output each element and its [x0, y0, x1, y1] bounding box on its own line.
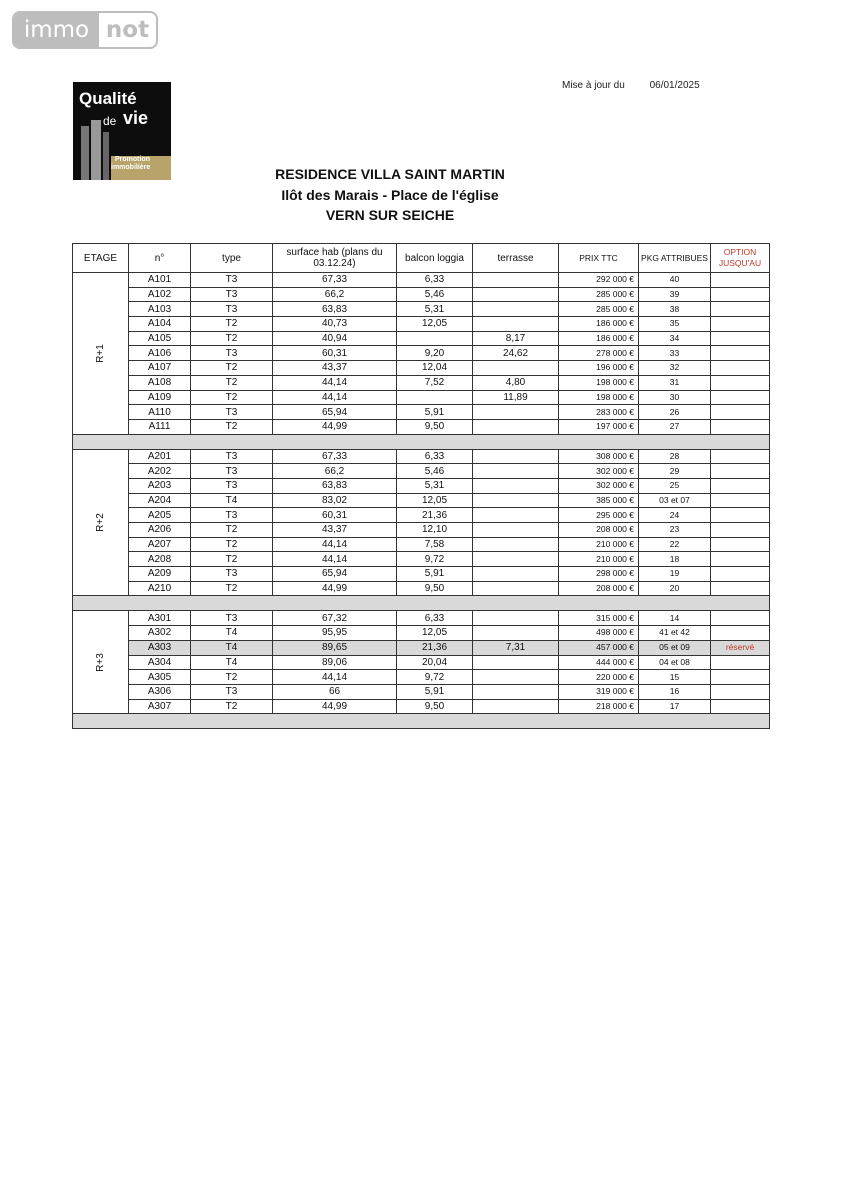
table-row: [73, 346, 770, 361]
cell-pkg: 22: [639, 537, 711, 552]
cell-pkg: 32: [639, 361, 711, 376]
cell-num: A111: [129, 419, 191, 434]
logo-building-shape: [81, 126, 89, 180]
header-balcon: balcon loggia: [397, 244, 473, 273]
table-row: [73, 331, 770, 346]
cell-num: A209: [129, 567, 191, 582]
cell-balcon: 9,50: [397, 419, 473, 434]
cell-option: [711, 508, 770, 523]
cell-num: A306: [129, 684, 191, 699]
cell-prix: 198 000 €: [559, 375, 639, 390]
cell-num: A204: [129, 493, 191, 508]
header-option: OPTION JUSQU'AU: [711, 244, 770, 273]
logo-text-de: de: [103, 114, 117, 128]
cell-type: T3: [191, 684, 273, 699]
cell-prix: 285 000 €: [559, 287, 639, 302]
cell-option: [711, 478, 770, 493]
cell-type: T3: [191, 346, 273, 361]
table-row: [73, 581, 770, 596]
cell-terrasse: [473, 493, 559, 508]
table-row: [73, 405, 770, 420]
floor-separator: [73, 596, 770, 611]
cell-balcon: 9,50: [397, 699, 473, 714]
cell-terrasse: [473, 419, 559, 434]
cell-type: T2: [191, 361, 273, 376]
cell-surface: 44,14: [273, 537, 397, 552]
address-title: Ilôt des Marais - Place de l'église: [281, 187, 499, 203]
cell-type: T3: [191, 567, 273, 582]
cell-num: A103: [129, 302, 191, 317]
table-row: [73, 670, 770, 685]
cell-option: [711, 699, 770, 714]
cell-pkg: 28: [639, 449, 711, 464]
cell-type: T2: [191, 670, 273, 685]
cell-terrasse: [473, 273, 559, 288]
table-row: [73, 523, 770, 538]
qualite-de-vie-logo: [73, 82, 171, 180]
header-num: n°: [129, 244, 191, 273]
cell-balcon: 21,36: [397, 640, 473, 655]
cell-prix: 220 000 €: [559, 670, 639, 685]
cell-balcon: [397, 331, 473, 346]
cell-type: T2: [191, 552, 273, 567]
cell-type: T2: [191, 419, 273, 434]
cell-balcon: 6,33: [397, 273, 473, 288]
cell-prix: 197 000 €: [559, 419, 639, 434]
cell-option: [711, 552, 770, 567]
cell-num: A304: [129, 655, 191, 670]
cell-option: [711, 331, 770, 346]
cell-surface: 63,83: [273, 478, 397, 493]
cell-num: A107: [129, 361, 191, 376]
cell-terrasse: [473, 405, 559, 420]
logo-text-promotion: Promotion: [115, 156, 150, 163]
cell-option: [711, 537, 770, 552]
logo-text-immobiliere: immobilière: [111, 164, 151, 171]
cell-prix: 315 000 €: [559, 611, 639, 626]
separator-cell: [73, 714, 770, 729]
cell-surface: 66,2: [273, 464, 397, 479]
cell-option: [711, 361, 770, 376]
cell-prix: 298 000 €: [559, 567, 639, 582]
cell-pkg: 30: [639, 390, 711, 405]
cell-pkg: 17: [639, 699, 711, 714]
cell-pkg: 41 et 42: [639, 626, 711, 641]
cell-type: T4: [191, 640, 273, 655]
cell-surface: 44,14: [273, 390, 397, 405]
update-date: 06/01/2025: [649, 80, 700, 91]
floor-separator: [73, 714, 770, 729]
cell-pkg: 38: [639, 302, 711, 317]
cell-pkg: 35: [639, 317, 711, 332]
cell-option: [711, 390, 770, 405]
cell-num: A105: [129, 331, 191, 346]
cell-prix: 285 000 €: [559, 302, 639, 317]
cell-prix: 292 000 €: [559, 273, 639, 288]
cell-type: T3: [191, 611, 273, 626]
cell-surface: 44,14: [273, 375, 397, 390]
separator-cell: [73, 596, 770, 611]
table-row: [73, 684, 770, 699]
cell-prix: 302 000 €: [559, 464, 639, 479]
cell-balcon: [397, 390, 473, 405]
table-row: [73, 640, 770, 655]
cell-option: [711, 419, 770, 434]
cell-pkg: 05 et 09: [639, 640, 711, 655]
cell-prix: 218 000 €: [559, 699, 639, 714]
cell-option: [711, 464, 770, 479]
cell-option: [711, 611, 770, 626]
cell-pkg: 39: [639, 287, 711, 302]
separator-cell: [73, 434, 770, 449]
cell-balcon: 21,36: [397, 508, 473, 523]
cell-balcon: 12,10: [397, 523, 473, 538]
cell-option: [711, 567, 770, 582]
cell-type: T2: [191, 699, 273, 714]
cell-num: A307: [129, 699, 191, 714]
cell-prix: 196 000 €: [559, 361, 639, 376]
cell-option: [711, 302, 770, 317]
cell-num: A210: [129, 581, 191, 596]
cell-type: T3: [191, 508, 273, 523]
cell-terrasse: 7,31: [473, 640, 559, 655]
cell-prix: 186 000 €: [559, 331, 639, 346]
cell-num: A206: [129, 523, 191, 538]
cell-type: T2: [191, 375, 273, 390]
cell-pkg: 25: [639, 478, 711, 493]
cell-terrasse: 24,62: [473, 346, 559, 361]
watermark-part1: immo: [14, 13, 99, 47]
cell-terrasse: [473, 684, 559, 699]
cell-terrasse: [473, 464, 559, 479]
immonot-watermark: [12, 11, 158, 49]
cell-surface: 66,2: [273, 287, 397, 302]
cell-option: [711, 449, 770, 464]
cell-balcon: 20,04: [397, 655, 473, 670]
cell-prix: 498 000 €: [559, 626, 639, 641]
cell-prix: 186 000 €: [559, 317, 639, 332]
cell-num: A305: [129, 670, 191, 685]
table-row: [73, 699, 770, 714]
table-row: [73, 464, 770, 479]
cell-option: [711, 493, 770, 508]
cell-type: T3: [191, 302, 273, 317]
cell-prix: 283 000 €: [559, 405, 639, 420]
cell-type: T2: [191, 537, 273, 552]
header-pkg: PKG ATTRIBUES: [639, 244, 711, 273]
cell-balcon: 12,05: [397, 626, 473, 641]
cell-prix: 308 000 €: [559, 449, 639, 464]
cell-num: A302: [129, 626, 191, 641]
cell-balcon: 5,91: [397, 684, 473, 699]
cell-surface: 40,94: [273, 331, 397, 346]
cell-surface: 44,99: [273, 581, 397, 596]
cell-option: [711, 581, 770, 596]
table-row: [73, 611, 770, 626]
cell-prix: 444 000 €: [559, 655, 639, 670]
cell-num: A207: [129, 537, 191, 552]
cell-num: A303: [129, 640, 191, 655]
cell-balcon: 5,31: [397, 302, 473, 317]
cell-type: T2: [191, 581, 273, 596]
watermark-part2: not: [105, 17, 150, 43]
cell-num: A205: [129, 508, 191, 523]
cell-option: [711, 273, 770, 288]
cell-balcon: 9,50: [397, 581, 473, 596]
table-row: [73, 273, 770, 288]
cell-terrasse: [473, 552, 559, 567]
cell-type: T2: [191, 331, 273, 346]
cell-num: A106: [129, 346, 191, 361]
cell-pkg: 16: [639, 684, 711, 699]
table-row: [73, 508, 770, 523]
cell-num: A201: [129, 449, 191, 464]
table-row: [73, 567, 770, 582]
cell-pkg: 19: [639, 567, 711, 582]
cell-type: T4: [191, 493, 273, 508]
cell-balcon: 12,04: [397, 361, 473, 376]
cell-pkg: 33: [639, 346, 711, 361]
cell-terrasse: [473, 478, 559, 493]
cell-terrasse: [473, 361, 559, 376]
cell-surface: 89,06: [273, 655, 397, 670]
cell-pkg: 29: [639, 464, 711, 479]
cell-pkg: 27: [639, 419, 711, 434]
table-row: [73, 552, 770, 567]
cell-prix: 208 000 €: [559, 581, 639, 596]
cell-surface: 44,14: [273, 552, 397, 567]
cell-option: [711, 523, 770, 538]
cell-balcon: 9,20: [397, 346, 473, 361]
cell-balcon: 6,33: [397, 449, 473, 464]
cell-surface: 67,33: [273, 273, 397, 288]
cell-surface: 63,83: [273, 302, 397, 317]
cell-surface: 60,31: [273, 346, 397, 361]
cell-option: [711, 317, 770, 332]
cell-surface: 44,99: [273, 699, 397, 714]
cell-terrasse: [473, 523, 559, 538]
cell-pkg: 23: [639, 523, 711, 538]
cell-surface: 65,94: [273, 567, 397, 582]
cell-prix: 319 000 €: [559, 684, 639, 699]
cell-option: réservé: [711, 640, 770, 655]
city-title: VERN SUR SEICHE: [325, 207, 455, 223]
table-row: [73, 361, 770, 376]
cell-balcon: 7,58: [397, 537, 473, 552]
table-row: [73, 375, 770, 390]
cell-pkg: 20: [639, 581, 711, 596]
cell-prix: 457 000 €: [559, 640, 639, 655]
cell-surface: 44,99: [273, 419, 397, 434]
cell-num: A101: [129, 273, 191, 288]
header-etage: ETAGE: [73, 244, 129, 273]
cell-surface: 95,95: [273, 626, 397, 641]
cell-terrasse: 8,17: [473, 331, 559, 346]
table-row: [73, 317, 770, 332]
cell-type: T3: [191, 273, 273, 288]
cell-terrasse: [473, 655, 559, 670]
cell-surface: 66: [273, 684, 397, 699]
header-surface: surface hab (plans du 03.12.24): [273, 244, 397, 273]
floor-label: [73, 273, 129, 435]
cell-prix: 210 000 €: [559, 552, 639, 567]
cell-terrasse: [473, 626, 559, 641]
cell-pkg: 26: [639, 405, 711, 420]
cell-type: T4: [191, 626, 273, 641]
cell-balcon: 7,52: [397, 375, 473, 390]
header-type: type: [191, 244, 273, 273]
cell-type: T2: [191, 317, 273, 332]
cell-type: T2: [191, 523, 273, 538]
cell-terrasse: [473, 567, 559, 582]
cell-num: A203: [129, 478, 191, 493]
cell-prix: 210 000 €: [559, 537, 639, 552]
table-row: [73, 390, 770, 405]
table-row: [73, 537, 770, 552]
cell-pkg: 18: [639, 552, 711, 567]
cell-prix: 198 000 €: [559, 390, 639, 405]
cell-type: T3: [191, 478, 273, 493]
cell-pkg: 04 et 08: [639, 655, 711, 670]
cell-balcon: 6,33: [397, 611, 473, 626]
floor-label-text: R+2: [95, 513, 106, 532]
logo-building-shape: [103, 132, 109, 180]
update-label: Mise à jour du: [562, 80, 625, 91]
update-line: [562, 80, 700, 91]
cell-terrasse: 4,80: [473, 375, 559, 390]
table-row: [73, 626, 770, 641]
cell-terrasse: [473, 699, 559, 714]
cell-surface: 83,02: [273, 493, 397, 508]
cell-surface: 40,73: [273, 317, 397, 332]
cell-surface: 65,94: [273, 405, 397, 420]
cell-balcon: 5,91: [397, 405, 473, 420]
cell-prix: 295 000 €: [559, 508, 639, 523]
cell-surface: 44,14: [273, 670, 397, 685]
cell-balcon: 12,05: [397, 493, 473, 508]
cell-prix: 302 000 €: [559, 478, 639, 493]
cell-pkg: 03 et 07: [639, 493, 711, 508]
cell-pkg: 34: [639, 331, 711, 346]
cell-balcon: 5,46: [397, 287, 473, 302]
cell-num: A301: [129, 611, 191, 626]
table-row: [73, 449, 770, 464]
cell-num: A208: [129, 552, 191, 567]
cell-prix: 278 000 €: [559, 346, 639, 361]
table-row: [73, 287, 770, 302]
floor-separator: [73, 434, 770, 449]
cell-balcon: 9,72: [397, 670, 473, 685]
floor-label-text: R+3: [95, 653, 106, 672]
logo-text-vie: vie: [123, 108, 149, 128]
cell-terrasse: [473, 317, 559, 332]
cell-terrasse: [473, 302, 559, 317]
cell-option: [711, 405, 770, 420]
price-grid: [72, 243, 770, 729]
cell-pkg: 15: [639, 670, 711, 685]
cell-option: [711, 670, 770, 685]
cell-num: A108: [129, 375, 191, 390]
cell-surface: 60,31: [273, 508, 397, 523]
floor-label: [73, 611, 129, 714]
cell-terrasse: [473, 581, 559, 596]
cell-num: A110: [129, 405, 191, 420]
cell-prix: 208 000 €: [559, 523, 639, 538]
logo-text-qualite: Qualité: [79, 89, 137, 108]
cell-surface: 67,33: [273, 449, 397, 464]
logo-building-shape: [91, 120, 101, 180]
cell-num: A109: [129, 390, 191, 405]
cell-balcon: 5,31: [397, 478, 473, 493]
cell-terrasse: [473, 670, 559, 685]
cell-option: [711, 346, 770, 361]
header-prix: PRIX TTC: [559, 244, 639, 273]
cell-type: T3: [191, 464, 273, 479]
cell-pkg: 14: [639, 611, 711, 626]
cell-option: [711, 375, 770, 390]
cell-pkg: 31: [639, 375, 711, 390]
cell-option: [711, 287, 770, 302]
cell-balcon: 5,46: [397, 464, 473, 479]
cell-option: [711, 684, 770, 699]
table-row: [73, 493, 770, 508]
cell-num: A202: [129, 464, 191, 479]
cell-prix: 385 000 €: [559, 493, 639, 508]
cell-balcon: 12,05: [397, 317, 473, 332]
cell-option: [711, 626, 770, 641]
cell-num: A104: [129, 317, 191, 332]
cell-surface: 89,65: [273, 640, 397, 655]
cell-terrasse: [473, 508, 559, 523]
cell-balcon: 9,72: [397, 552, 473, 567]
cell-terrasse: 11,89: [473, 390, 559, 405]
cell-type: T2: [191, 390, 273, 405]
floor-label-text: R+1: [95, 343, 106, 363]
header-terrasse: terrasse: [473, 244, 559, 273]
cell-pkg: 24: [639, 508, 711, 523]
cell-surface: 43,37: [273, 361, 397, 376]
table-row: [73, 478, 770, 493]
cell-type: T3: [191, 287, 273, 302]
cell-type: T4: [191, 655, 273, 670]
cell-type: T3: [191, 449, 273, 464]
table-row: [73, 655, 770, 670]
grid-body: [73, 273, 770, 729]
cell-terrasse: [473, 611, 559, 626]
cell-terrasse: [473, 449, 559, 464]
table-row: [73, 302, 770, 317]
residence-title: RESIDENCE VILLA SAINT MARTIN: [275, 166, 505, 182]
cell-surface: 67,32: [273, 611, 397, 626]
cell-terrasse: [473, 537, 559, 552]
table-row: [73, 419, 770, 434]
cell-balcon: 5,91: [397, 567, 473, 582]
cell-terrasse: [473, 287, 559, 302]
cell-option: [711, 655, 770, 670]
cell-type: T3: [191, 405, 273, 420]
cell-num: A102: [129, 287, 191, 302]
cell-pkg: 40: [639, 273, 711, 288]
floor-label: [73, 449, 129, 596]
cell-surface: 43,37: [273, 523, 397, 538]
